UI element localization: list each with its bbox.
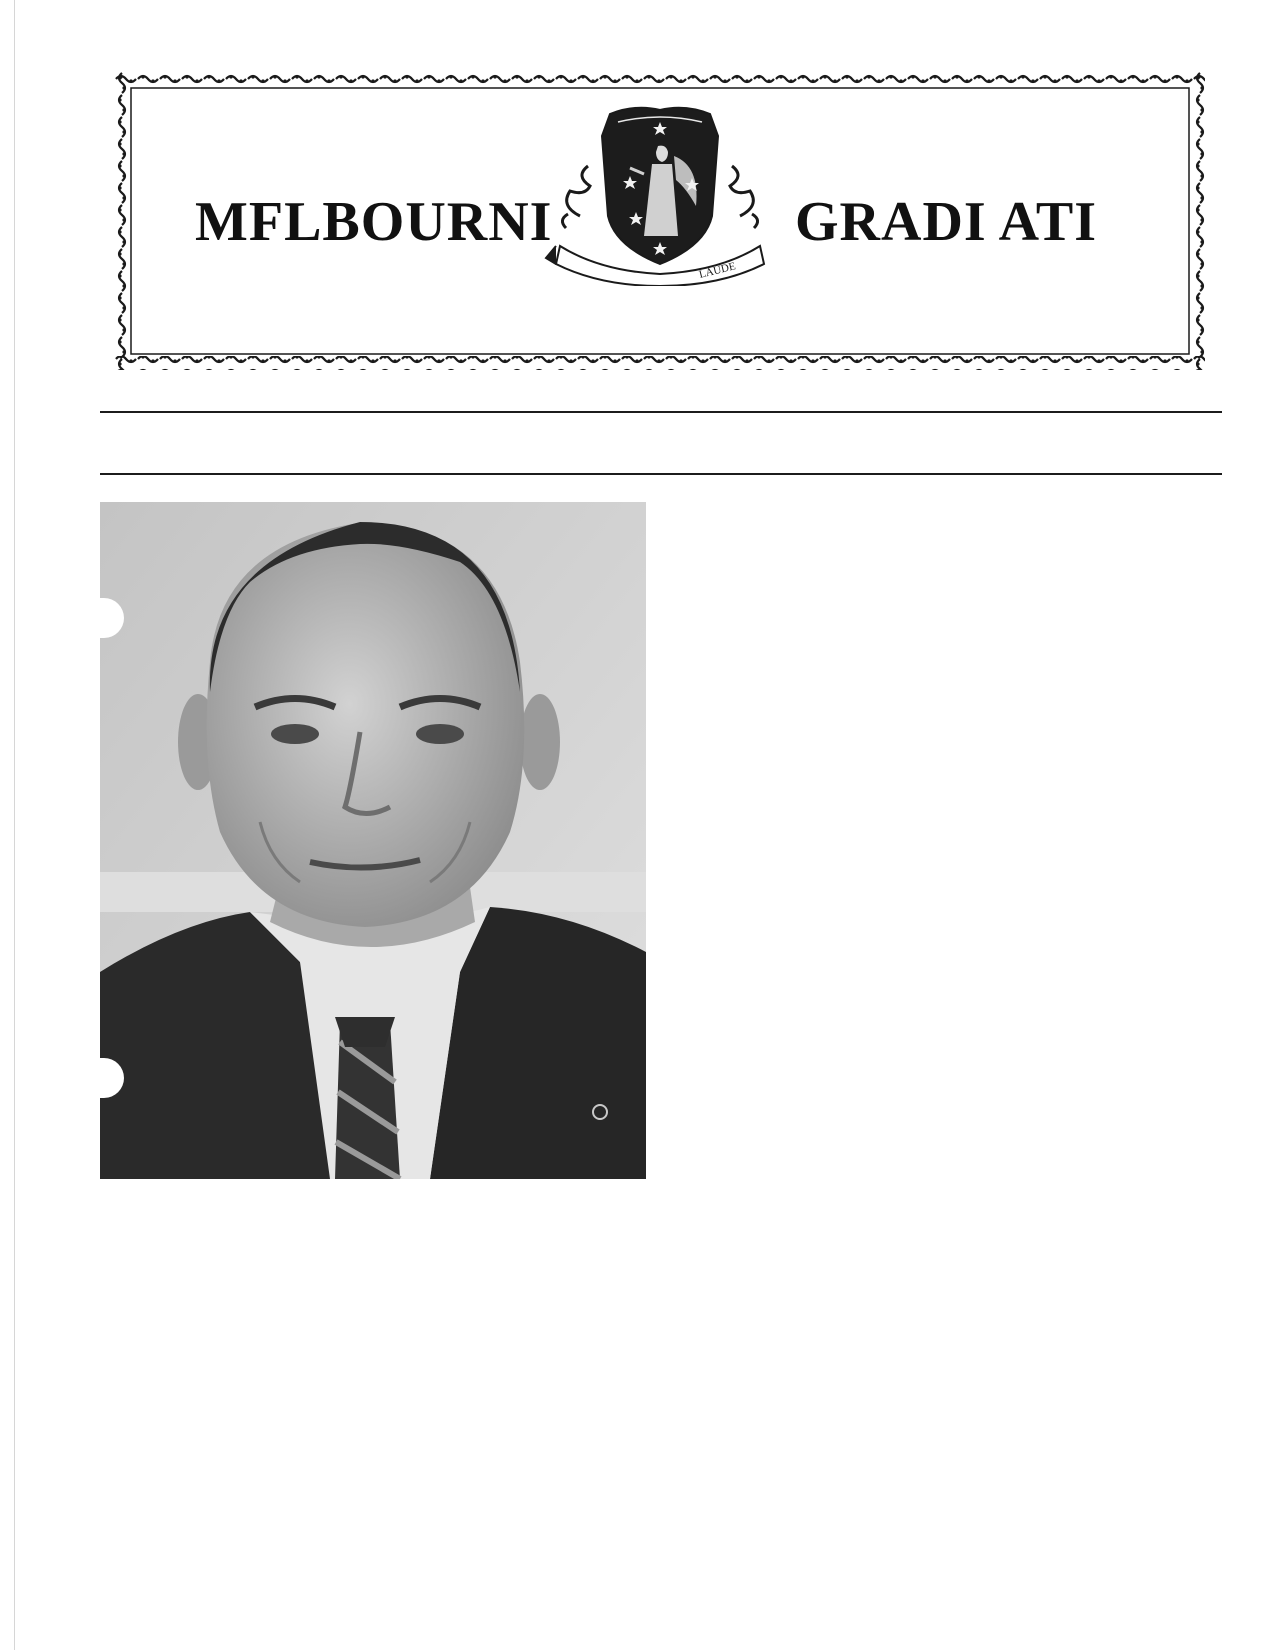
crest-motto: LAUDE [697, 260, 737, 281]
masthead-frame [115, 72, 1205, 370]
masthead-title-left: MFLBOURNI [195, 191, 553, 253]
university-crest-icon [540, 96, 780, 286]
horizontal-rule-bottom [100, 473, 1222, 475]
portrait-image [100, 502, 646, 1179]
horizontal-rule-top [100, 411, 1222, 413]
portrait-photo [100, 502, 646, 1179]
page-edge-line [14, 0, 15, 1650]
masthead-title-right: GRADI ATI [795, 191, 1098, 253]
